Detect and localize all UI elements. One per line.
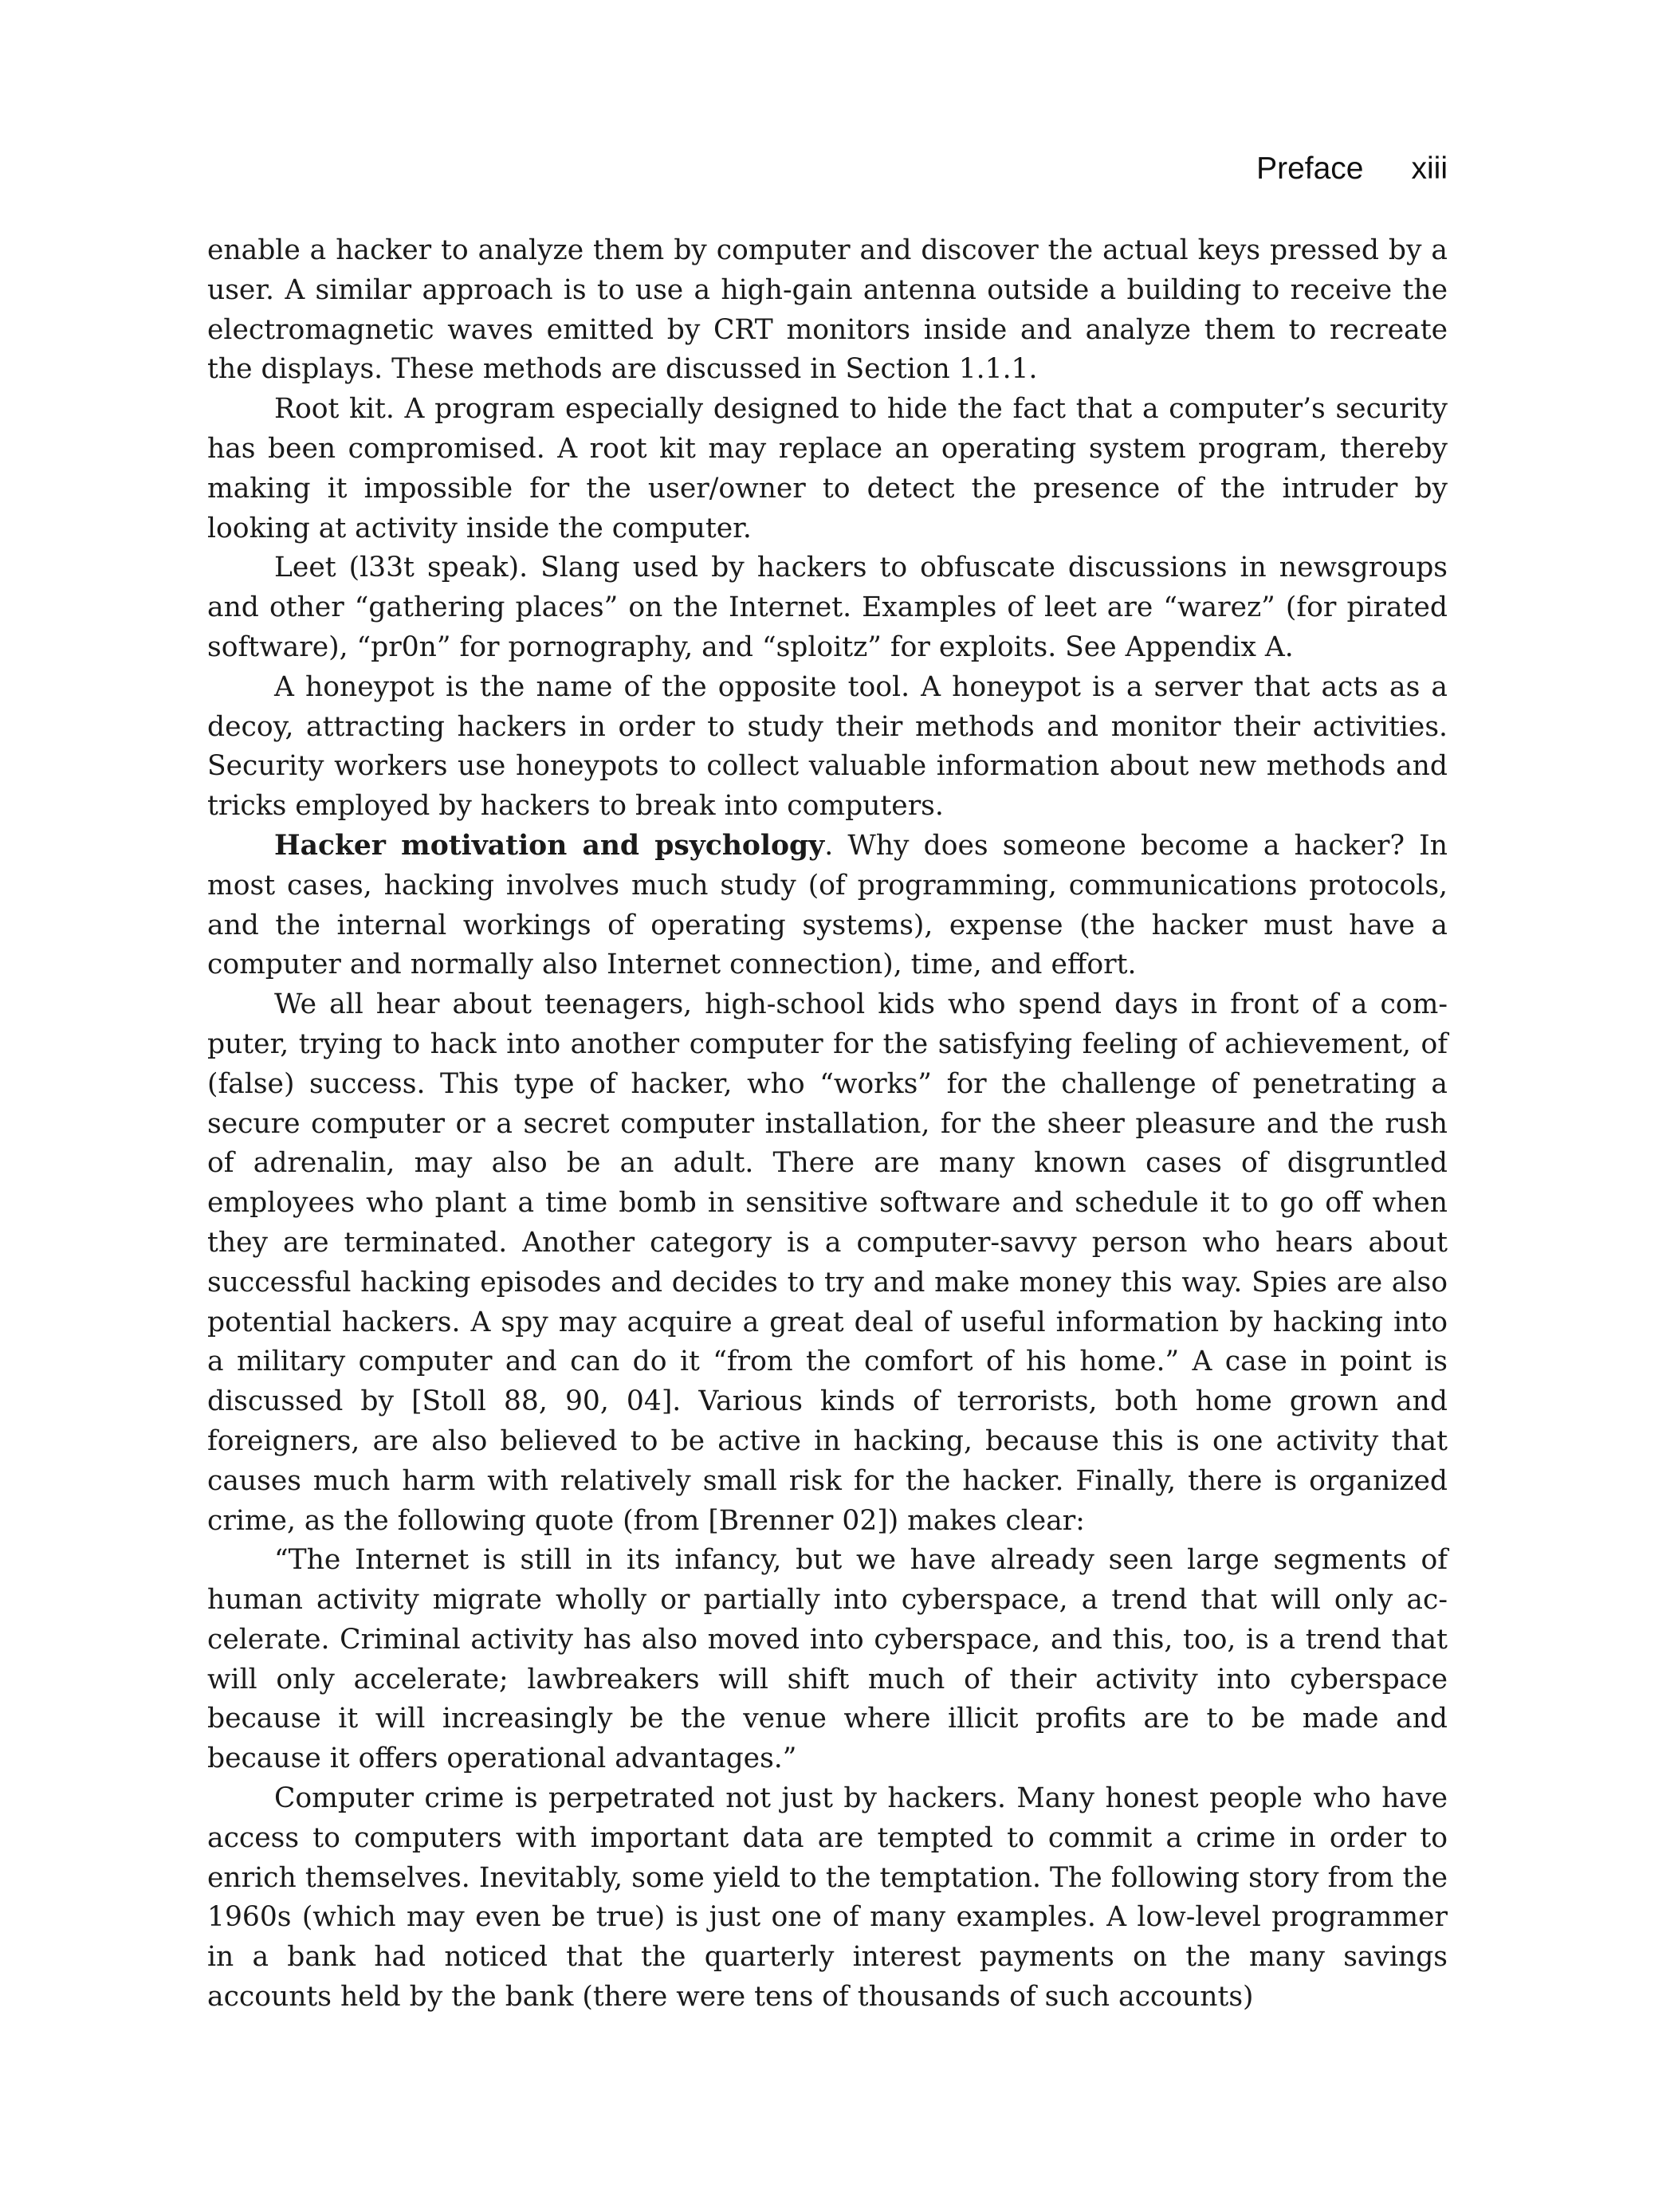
paragraph-hacker-types: We all hear about teenagers, high-school kids who spend days in front of a computer, trying to hack into another computer for the satisfying feeling of achievement, of (false) success. This type of hacker, who “works” for the challenge of penetrating a secure computer or a secret computer installation, for the sheer pleasure and the rush of adrenalin, may also be an adult. There are many known cases of disgruntled employees who plant a time bomb in sensitive software and schedule it to go off when they are terminated. Another category is a computer-savvy person who hears about successful hacking episodes and decides to try and make money this way. Spies are also potential hackers. A spy may acquire a great deal of useful information by hacking into a military computer and can do it “from the comfort of his home.” A case in point is discussed by [Stoll 88, 90, 04]. Various kinds of terrorists, both home grown and foreigners, are also believed to be active in hacking, because this is one activity that causes much harm with relatively small risk for the hacker. Finally, there is organized crime, as the following quote (from [Brenner 02]) makes clear: (207, 988, 1448, 1537)
running-head (207, 151, 1448, 187)
run-in-heading: Hacker motivation and psychology (274, 829, 825, 862)
paragraph-computer-crime: Computer crime is perpetrated not just by hackers. Many honest people who have access to computers with important data are tempted to commit a crime in order to enrich themselves. Inevitably, some yield to the temptation. The following story from the 1960s (which may even be true) is just one of many examples. A low-level programmer in a bank had noticed that the quarterly interest payments on the many savings accounts held by the bank (there were tens of thousands of such accounts) (207, 1782, 1448, 2014)
paragraph-leet: Leet (l33t speak). Slang used by hackers to obfuscate discussions in newsgroups and other “gathering places” on the Internet. Examples of leet are “warez” (for pirated software), “pr0n” for pornography, and “sploitz” for exploits. See Appendix A. (207, 552, 1448, 663)
page-number: xiii (1411, 151, 1448, 186)
paragraph-continuation: enable a hacker to analyze them by computer and discover the actual keys pressed by a user. A similar approach is to use a high-gain antenna outside a building to receive the electromagnetic waves emitted by CRT monitors inside and analyze them to recreate the displays. These methods are discussed in Section 1.1.1. (207, 234, 1448, 386)
block-quote-brenner: “The Internet is still in its infancy, but we have already seen large segments of human activity migrate wholly or partially into cyberspace, a trend that will only accelerate. Criminal activity has also moved into cyberspace, and this, too, is a trend that will only accelerate; lawbreakers will shift much of their activity into cyberspace because it will increasingly be the venue where illicit profits are to be made and because it offers operational advantages.” (207, 1544, 1448, 1775)
paragraph-honeypot: A honeypot is the name of the opposite tool. A honeypot is a server that acts as a decoy, attracting hackers in order to study their methods and monitor their activities. Security workers use honeypots to collect valuable information about new methods and tricks employed by hackers to break into computers. (207, 670, 1448, 823)
paragraph-hacker-motivation-text: . Why does someone become a hacker? In most cases, hacking involves much study (of programming, communications protocols, and the internal workings of operating systems), expense (the hacker must have a computer and normally also Internet connection), time, and effort. (207, 829, 1448, 981)
body-text (207, 231, 1448, 2018)
paragraph-hacker-motivation (207, 827, 1448, 985)
paragraph-root-kit: Root kit. A program especially designed to hide the fact that a computer’s security has been compromised. A root kit may replace an operating system program, thereby making it impossible for the user/owner to detect the presence of the intruder by looking at activity inside the computer. (207, 393, 1448, 544)
section-title: Preface (1256, 151, 1364, 186)
